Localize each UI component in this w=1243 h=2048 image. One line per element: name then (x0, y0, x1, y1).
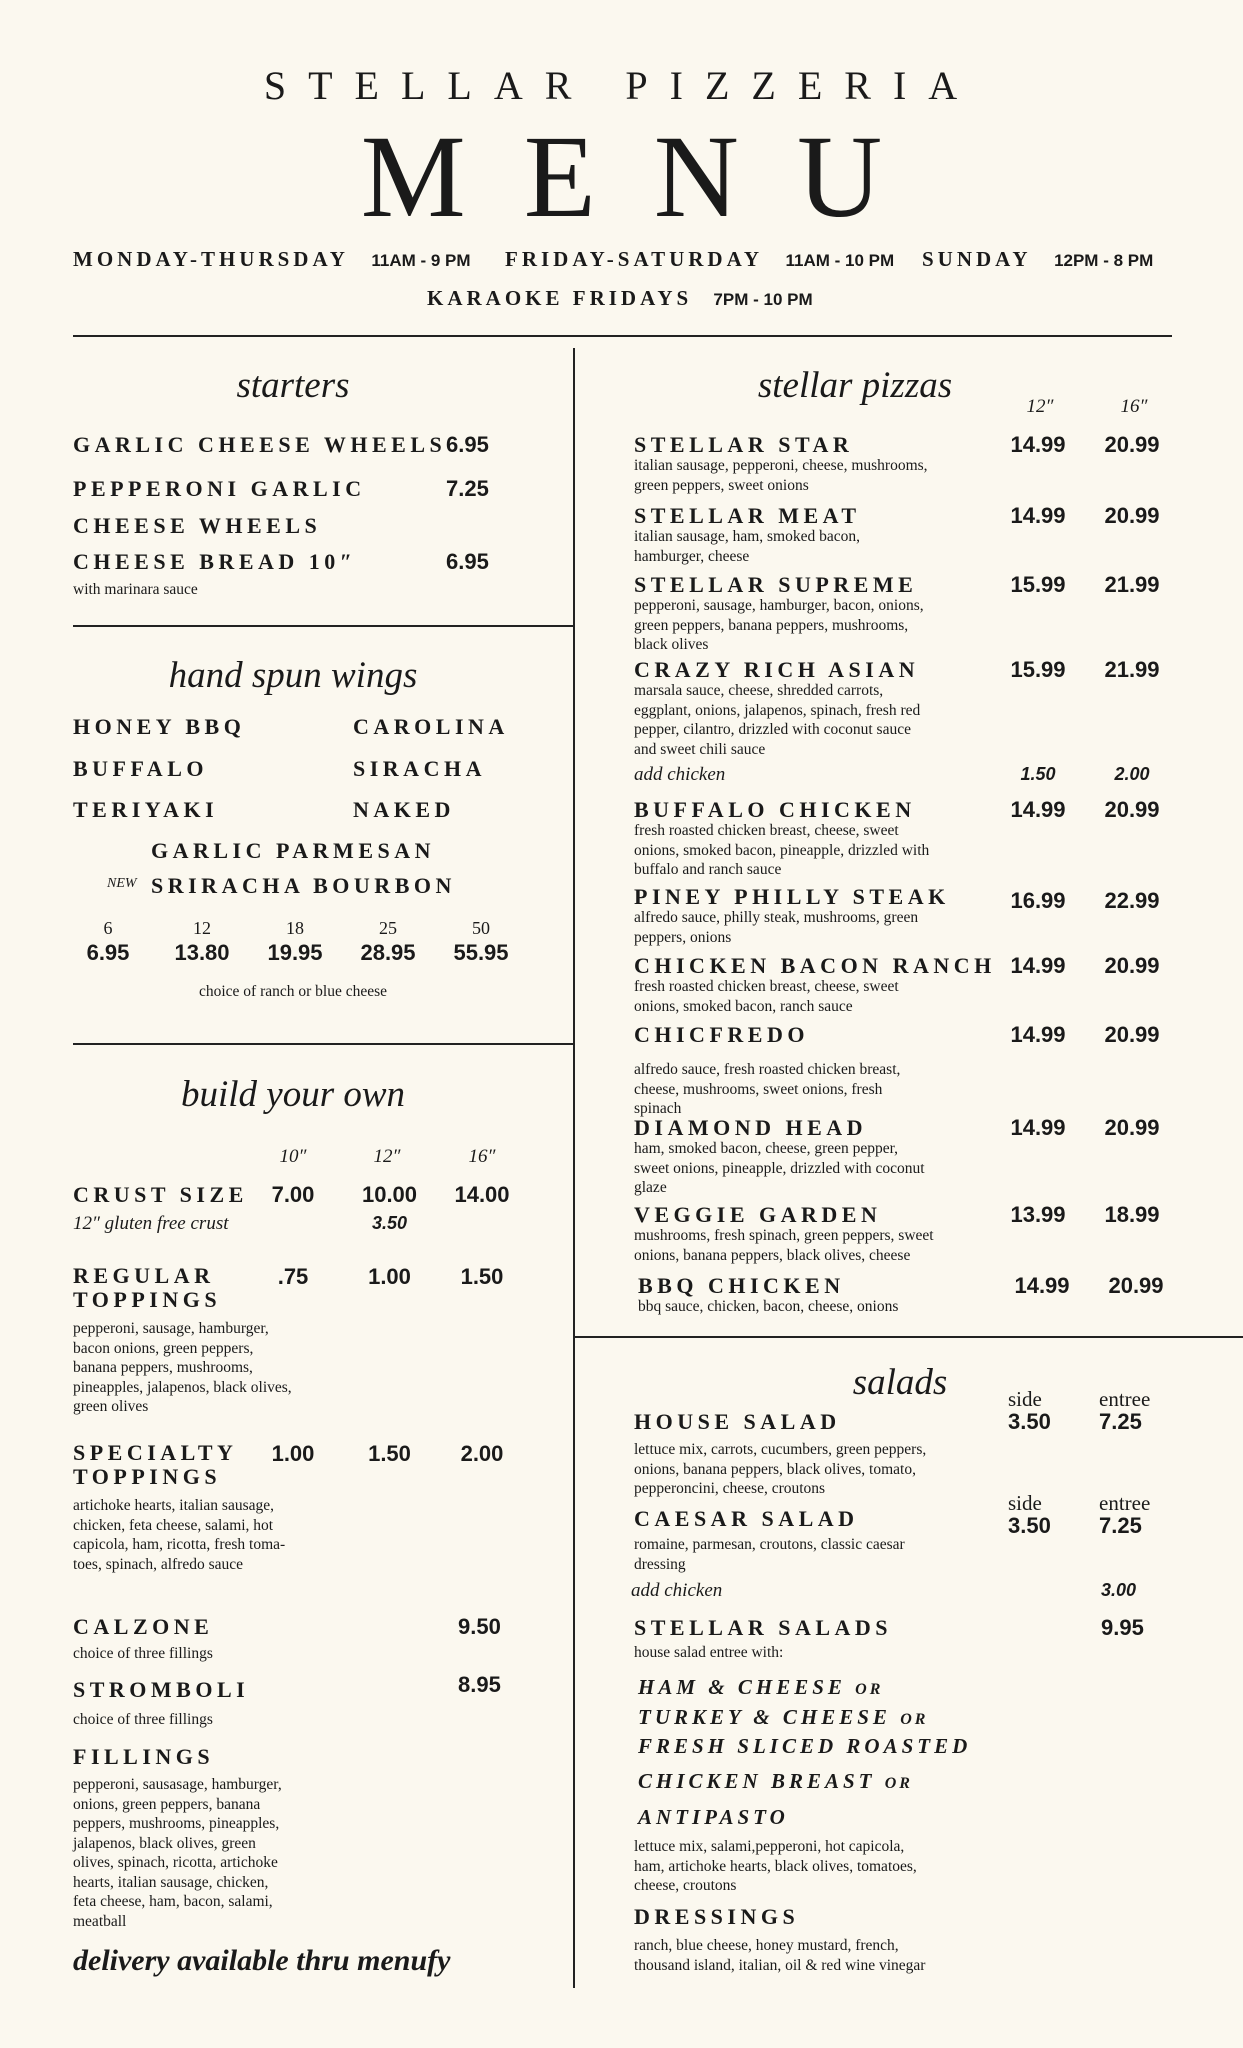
salad-option: CHICKEN BREAST OR (638, 1769, 913, 1793)
hours-days: FRIDAY-SATURDAY (505, 247, 763, 271)
restaurant-name: STELLAR PIZZERIA (263, 63, 980, 108)
pizza-name: BBQ CHICKEN (638, 1273, 845, 1298)
pizza-desc (634, 821, 929, 880)
size-label: 12″ (373, 1146, 401, 1167)
wing-price: 6.95 (86, 940, 130, 965)
pizza-price-16: 22.99 (1104, 888, 1160, 913)
pizza-desc-line: buffalo and ranch sauce (634, 861, 782, 878)
pizza-desc-line: alfredo sauce, fresh roasted chicken breast, (634, 1061, 901, 1078)
pizza-price-12: 14.99 (1010, 1115, 1066, 1140)
salad-desc: lettuce mix, carrots, cucumbers, green peppers, onions, banana peppers, black olives, tomato, pepperoncini, cheese, croutons (634, 1441, 927, 1497)
pizza-desc-line: ham, smoked bacon, cheese, green pepper, (634, 1140, 899, 1157)
dressings-label: DRESSINGS (634, 1904, 800, 1929)
pizza-desc-line: fresh roasted chicken breast, cheese, sweet (634, 978, 899, 995)
size-label: 16″ (468, 1146, 496, 1167)
pizza-desc-line: black olives (634, 636, 709, 653)
topping-price: 2.00 (460, 1441, 504, 1466)
menu-title: MENU (360, 111, 941, 242)
add-chicken-price: 1.50 (1020, 764, 1056, 784)
gluten-free-price: 3.50 (371, 1213, 408, 1233)
regular-toppings-label: REGULAR (73, 1263, 215, 1288)
hours-weekend (505, 247, 894, 272)
entree-label: entree (1099, 1491, 1151, 1515)
section-divider (73, 1043, 573, 1045)
pizza-desc-line: bbq sauce, chicken, bacon, cheese, onions (638, 1298, 899, 1315)
salad-entree-price: 7.25 (1099, 1409, 1142, 1434)
salads-heading: salads (852, 1362, 948, 1403)
starter-desc: with marinara sauce (73, 581, 198, 598)
pizza-desc-line: onions, banana peppers, black olives, cheese (634, 1246, 911, 1264)
pizza-desc-line: cheese, mushrooms, sweet onions, fresh (634, 1080, 883, 1098)
karaoke-label: KARAOKE FRIDAYS (427, 286, 693, 310)
hours-weekday (73, 247, 471, 272)
pizza-name: CHICFREDO (634, 1022, 809, 1047)
wing-count: 18 (286, 918, 304, 938)
starter-price: 6.95 (446, 549, 489, 574)
starters-heading: starters (236, 365, 350, 406)
delivery-note: delivery available thru menufy (73, 1944, 451, 1977)
pizza-price-16: 18.99 (1104, 1202, 1160, 1227)
dressings-desc: ranch, blue cheese, honey mustard, french, thousand island, italian, oil & red wine vinegar (634, 1937, 926, 1974)
wing-flavor: BUFFALO (73, 756, 208, 781)
starter-name-line2: CHEESE WHEELS (73, 513, 322, 538)
stromboli-desc: choice of three fillings (73, 1711, 213, 1728)
specialty-toppings-label-line2: TOPPINGS (73, 1464, 222, 1489)
side-label: side (1008, 1491, 1042, 1515)
pizza-desc-line: and sweet chili sauce (634, 740, 766, 758)
pizza-name: VEGGIE GARDEN (634, 1202, 882, 1227)
karaoke-hours (427, 286, 813, 311)
calzone-name: CALZONE (73, 1614, 214, 1639)
salad-name: STELLAR SALADS (634, 1615, 893, 1640)
pizza-desc (634, 681, 920, 759)
wing-flavor: TERIYAKI (73, 797, 219, 822)
salad-side-price: 3.50 (1008, 1409, 1051, 1434)
stromboli-price: 8.95 (458, 1672, 501, 1697)
fillings-desc: pepperoni, sausasage, hamburger, onions, green peppers, banana peppers, mushrooms, pineapples, jalapenos, black olives, green olives, spinach, ricotta, artichoke hearts, italian sausage, chicken, feta cheese, ham, bacon, salami, meatball (73, 1776, 282, 1930)
pizza-desc-line: spinach (634, 1100, 682, 1117)
pizza-price-12: 14.99 (1010, 953, 1066, 978)
pizza-price-16: 20.99 (1104, 1022, 1160, 1047)
wing-flavor: SRIRACHA BOURBON (151, 873, 456, 898)
hours-days: SUNDAY (922, 247, 1031, 271)
salad-option: HAM & CHEESE OR (638, 1675, 884, 1699)
pizza-desc-line: onions, smoked bacon, pineapple, drizzled with (634, 841, 930, 859)
pizza-name: BUFFALO CHICKEN (634, 797, 916, 822)
hours-sunday (922, 247, 1153, 272)
pizza-desc (634, 456, 928, 495)
wing-count: 6 (103, 918, 113, 938)
pizza-price-12: 14.99 (1010, 797, 1066, 822)
hours-time: 11AM - 9 PM (371, 251, 471, 270)
topping-price: 1.00 (271, 1441, 315, 1466)
crust-price: 14.00 (454, 1182, 510, 1207)
pizza-price-16: 21.99 (1104, 657, 1160, 682)
pizza-desc-line: italian sausage, ham, smoked bacon, (634, 528, 860, 545)
wings-heading: hand spun wings (168, 655, 418, 696)
pizza-desc-line: alfredo sauce, philly steak, mushrooms, green (634, 909, 919, 926)
pizza-price-12: 13.99 (1010, 1202, 1066, 1227)
pizza-desc-line: italian sausage, pepperoni, cheese, mushrooms, (634, 457, 928, 474)
pizza-desc (634, 1226, 934, 1265)
side-label: side (1008, 1387, 1042, 1411)
stellar-salad-desc: house salad entree with: (634, 1644, 784, 1661)
salad-side-price: 3.50 (1008, 1513, 1051, 1538)
gluten-free-label: 12″ gluten free crust (73, 1213, 229, 1234)
starter-name: GARLIC CHEESE WHEELS (73, 432, 447, 457)
fillings-label: FILLINGS (73, 1744, 215, 1769)
salad-desc: romaine, parmesan, croutons, classic caesar dressing (634, 1536, 905, 1573)
calzone-desc: choice of three fillings (73, 1645, 213, 1662)
pizza-desc-line: mushrooms, fresh spinach, green peppers, sweet (634, 1227, 934, 1244)
topping-price: 1.50 (460, 1264, 504, 1289)
hours-days: MONDAY-THURSDAY (73, 247, 349, 271)
pizza-name: PINEY PHILLY STEAK (634, 884, 950, 909)
add-chicken-label: add chicken (634, 764, 726, 785)
wing-count: 12 (193, 918, 211, 938)
or-label: OR (900, 1711, 929, 1728)
karaoke-time: 7PM - 10 PM (713, 290, 813, 309)
starter-name: PEPPERONI GARLIC (73, 476, 366, 501)
add-chicken-price: 3.00 (1101, 1580, 1137, 1600)
salad-entree-price: 7.25 (1099, 1513, 1142, 1538)
pizza-price-16: 20.99 (1104, 1115, 1160, 1140)
wing-flavor: SIRACHA (353, 756, 486, 781)
pizza-price-12: 14.99 (1010, 1022, 1066, 1047)
pizzas-heading: stellar pizzas (757, 365, 953, 406)
hours-time: 12PM - 8 PM (1054, 251, 1154, 270)
wing-flavor: HONEY BBQ (73, 714, 246, 739)
salad-option: ANTIPASTO (638, 1805, 789, 1829)
pizza-desc-line: peppers, onions (634, 928, 732, 946)
pizza-price-12: 16.99 (1010, 888, 1066, 913)
pizza-desc (634, 977, 899, 1016)
pizza-price-16: 20.99 (1108, 1273, 1164, 1298)
starter-price: 6.95 (446, 432, 489, 457)
pizza-price-16: 20.99 (1104, 953, 1160, 978)
pizza-desc-line: sweet onions, pineapple, drizzled with coconut (634, 1159, 925, 1177)
pizza-desc-line: eggplant, onions, jalapenos, spinach, fresh red (634, 701, 921, 719)
pizza-name: CHICKEN BACON RANCH (634, 953, 996, 978)
pizza-desc-line: hamburger, cheese (634, 547, 750, 565)
pizza-name: STELLAR MEAT (634, 503, 861, 528)
regular-toppings-label-line2: TOPPINGS (73, 1287, 222, 1312)
wing-flavor: GARLIC PARMESAN (150, 838, 436, 863)
pizza-price-12: 14.99 (1010, 503, 1066, 528)
pizza-price-12: 14.99 (1010, 432, 1066, 457)
wing-flavor: CAROLINA (353, 714, 509, 739)
pizza-desc-line: green peppers, banana peppers, mushrooms, (634, 616, 909, 634)
salad-option: FRESH SLICED ROASTED (638, 1734, 972, 1758)
wing-price: 55.95 (453, 940, 509, 965)
pizza-name: CRAZY RICH ASIAN (634, 657, 920, 682)
entree-label: entree (1099, 1387, 1151, 1411)
pizza-desc (634, 596, 924, 655)
pizza-price-12: 15.99 (1010, 572, 1066, 597)
specialty-toppings-label: SPECIALTY (73, 1440, 238, 1465)
starter-price: 7.25 (446, 476, 489, 501)
crust-price: 7.00 (271, 1182, 315, 1207)
section-divider (573, 1336, 1243, 1338)
pizza-desc (638, 1297, 898, 1317)
pizza-price-16: 20.99 (1104, 432, 1160, 457)
wing-count: 25 (379, 918, 397, 938)
pizza-desc-line: green peppers, sweet onions (634, 476, 809, 494)
pizza-desc-line: pepperoni, sausage, hamburger, bacon, onions, (634, 597, 924, 614)
section-divider (73, 625, 573, 627)
pizza-desc (634, 1139, 925, 1198)
new-tag: NEW (107, 876, 137, 891)
crust-price: 10.00 (361, 1182, 418, 1207)
pizza-desc-line: glaze (634, 1179, 667, 1196)
pizza-price-16: 20.99 (1104, 503, 1160, 528)
build-heading: build your own (180, 1074, 406, 1115)
wing-price: 19.95 (267, 940, 323, 965)
crust-size-label: CRUST SIZE (73, 1182, 248, 1207)
wing-count: 50 (472, 918, 490, 938)
topping-price: 1.00 (368, 1264, 411, 1289)
or-label: OR (855, 1681, 884, 1698)
size-label: 12″ (1026, 396, 1054, 417)
pizza-name: DIAMOND HEAD (634, 1115, 868, 1140)
stellar-salad-price: 9.95 (1101, 1615, 1144, 1640)
salad-name: HOUSE SALAD (634, 1409, 841, 1434)
column-divider (573, 348, 575, 1988)
size-label: 10″ (279, 1146, 307, 1167)
wing-price: 28.95 (360, 940, 416, 965)
pizza-price-16: 21.99 (1104, 572, 1160, 597)
pizza-price-16: 20.99 (1104, 797, 1160, 822)
regular-toppings-desc: pepperoni, sausage, hamburger, bacon onions, green peppers, banana peppers, mushrooms, pineapples, jalapenos, black olives, green olives (73, 1320, 292, 1415)
pizza-price-12: 15.99 (1010, 657, 1066, 682)
pizza-desc (634, 908, 918, 947)
pizza-desc-line: marsala sauce, cheese, shredded carrots, (634, 682, 884, 699)
stromboli-name: STROMBOLI (73, 1677, 250, 1702)
add-chicken-label: add chicken (631, 1580, 723, 1601)
topping-price: 1.50 (368, 1441, 411, 1466)
topping-price: .75 (277, 1264, 309, 1289)
size-label: 16″ (1120, 396, 1148, 417)
pizza-desc (634, 527, 860, 566)
calzone-price: 9.50 (458, 1614, 501, 1639)
header-divider (73, 335, 1172, 337)
pizza-name: STELLAR SUPREME (634, 572, 918, 597)
pizza-desc-line: pepper, cilantro, drizzled with coconut sauce (634, 721, 911, 738)
specialty-toppings-desc: artichoke hearts, italian sausage, chicken, feta cheese, salami, hot capicola, ham, ricotta, fresh toma- toes, spinach, alfredo sauce (73, 1497, 286, 1573)
pizza-desc-line: fresh roasted chicken breast, cheese, sweet (634, 822, 899, 839)
starter-name: CHEESE BREAD 10″ (73, 549, 357, 574)
salad-option: TURKEY & CHEESE OR (638, 1705, 929, 1729)
antipasto-desc: lettuce mix, salami,pepperoni, hot capicola, ham, artichoke hearts, black olives, tomatoes, cheese, croutons (634, 1838, 917, 1894)
add-chicken-price: 2.00 (1114, 764, 1150, 784)
pizza-desc (634, 1060, 900, 1119)
wing-flavor: NAKED (353, 797, 455, 822)
wings-note: choice of ranch or blue cheese (198, 983, 388, 1000)
wing-price: 13.80 (174, 940, 230, 965)
pizza-name: STELLAR STAR (634, 432, 854, 457)
hours-time: 11AM - 10 PM (785, 251, 895, 270)
or-label: OR (884, 1775, 913, 1792)
pizza-price-12: 14.99 (1014, 1273, 1070, 1298)
pizza-desc-line: onions, smoked bacon, ranch sauce (634, 997, 853, 1015)
salad-name: CAESAR SALAD (634, 1506, 859, 1531)
